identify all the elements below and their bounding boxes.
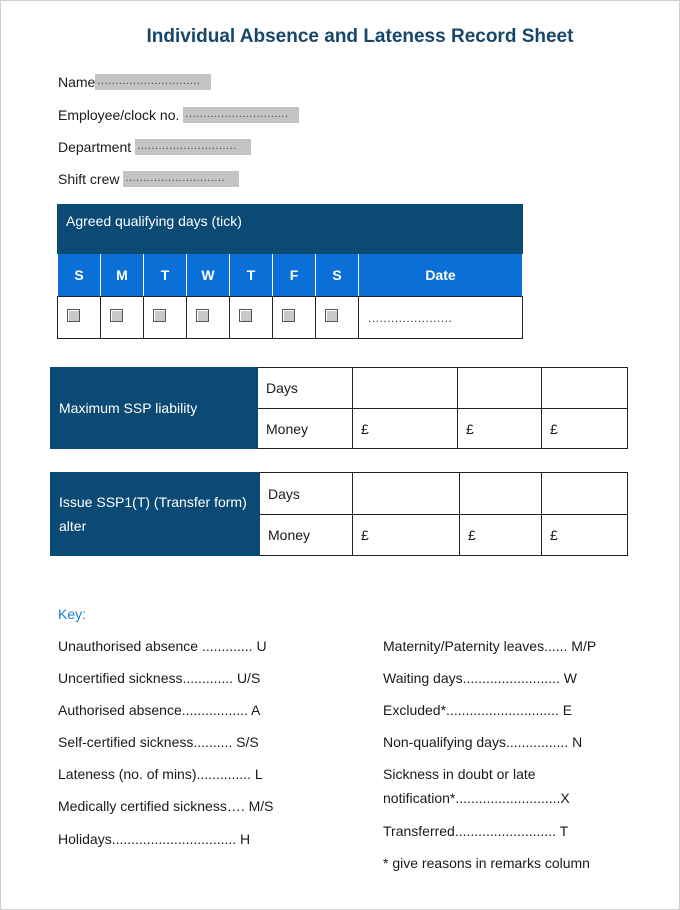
key-right-1: Waiting days......................... W bbox=[383, 670, 577, 686]
thursday-cell bbox=[230, 297, 273, 339]
day-saturday: S bbox=[316, 254, 359, 297]
max-ssp-days-label: Days bbox=[258, 368, 353, 409]
tuesday-cell bbox=[144, 297, 187, 339]
name-input[interactable]: ............................. bbox=[95, 74, 211, 90]
key-right-2: Excluded*............................. E bbox=[383, 702, 573, 718]
shift-input[interactable]: ............................ bbox=[123, 171, 239, 187]
key-left-5: Medically certified sickness…. M/S bbox=[58, 798, 274, 814]
max-ssp-days-1[interactable] bbox=[353, 368, 458, 409]
max-ssp-days-3[interactable] bbox=[542, 368, 628, 409]
issue-ssp-money-1[interactable]: £ bbox=[353, 515, 460, 556]
issue-ssp-days-1[interactable] bbox=[353, 473, 460, 515]
employee-input[interactable]: ............................. bbox=[183, 107, 299, 123]
saturday-checkbox[interactable] bbox=[325, 309, 338, 322]
monday-checkbox[interactable] bbox=[110, 309, 123, 322]
key-left-0: Unauthorised absence ............. U bbox=[58, 638, 267, 654]
issue-ssp-days-2[interactable] bbox=[460, 473, 542, 515]
issue-ssp-table bbox=[50, 472, 628, 556]
key-left-4: Lateness (no. of mins).............. L bbox=[58, 766, 263, 782]
key-right-4: Sickness in doubt or late bbox=[383, 766, 536, 782]
shift-label: Shift crew bbox=[58, 171, 120, 187]
max-ssp-money-2[interactable]: £ bbox=[458, 409, 542, 449]
qualifying-days-table bbox=[57, 204, 523, 339]
saturday-cell bbox=[316, 297, 359, 339]
name-label: Name bbox=[58, 74, 96, 90]
friday-checkbox[interactable] bbox=[282, 309, 295, 322]
max-ssp-table bbox=[50, 367, 628, 449]
qualifying-header: Agreed qualifying days (tick) bbox=[58, 205, 523, 254]
day-thursday: T bbox=[230, 254, 273, 297]
department-input[interactable]: ............................ bbox=[135, 139, 251, 155]
day-tuesday: T bbox=[144, 254, 187, 297]
date-header: Date bbox=[359, 254, 523, 297]
issue-ssp-money-2[interactable]: £ bbox=[460, 515, 542, 556]
thursday-checkbox[interactable] bbox=[239, 309, 252, 322]
employee-field-row bbox=[58, 107, 299, 123]
name-field-row bbox=[58, 74, 211, 90]
max-ssp-label: Maximum SSP liability bbox=[51, 368, 258, 449]
issue-ssp-days-label: Days bbox=[260, 473, 353, 515]
issue-ssp-money-3[interactable]: £ bbox=[542, 515, 628, 556]
date-fill: ...................... bbox=[368, 310, 453, 325]
employee-label: Employee/clock no. bbox=[58, 107, 180, 123]
key-left-3: Self-certified sickness.......... S/S bbox=[58, 734, 259, 750]
key-right-0: Maternity/Paternity leaves...... M/P bbox=[383, 638, 597, 654]
day-monday: M bbox=[101, 254, 144, 297]
key-title: Key: bbox=[58, 606, 87, 622]
day-sunday: S bbox=[58, 254, 101, 297]
key-left-1: Uncertified sickness............. U/S bbox=[58, 670, 261, 686]
key-right-6: Transferred.......................... T bbox=[383, 823, 569, 839]
issue-ssp-days-3[interactable] bbox=[542, 473, 628, 515]
monday-cell bbox=[101, 297, 144, 339]
department-label: Department bbox=[58, 139, 132, 155]
day-wednesday: W bbox=[187, 254, 230, 297]
issue-ssp-money-label: Money bbox=[260, 515, 353, 556]
key-right-5: notification*...........................X bbox=[383, 790, 570, 806]
key-left-6: Holidays................................ H bbox=[58, 831, 251, 847]
sunday-checkbox[interactable] bbox=[67, 309, 80, 322]
key-right-3: Non-qualifying days................ N bbox=[383, 734, 583, 750]
day-friday: F bbox=[273, 254, 316, 297]
friday-cell bbox=[273, 297, 316, 339]
max-ssp-money-3[interactable]: £ bbox=[542, 409, 628, 449]
wednesday-checkbox[interactable] bbox=[196, 309, 209, 322]
tuesday-checkbox[interactable] bbox=[153, 309, 166, 322]
date-cell[interactable] bbox=[359, 297, 523, 339]
department-field-row bbox=[58, 139, 251, 155]
max-ssp-money-1[interactable]: £ bbox=[353, 409, 458, 449]
key-right-7: * give reasons in remarks column bbox=[383, 855, 590, 871]
wednesday-cell bbox=[187, 297, 230, 339]
shift-field-row bbox=[58, 171, 239, 187]
issue-ssp-label: Issue SSP1(T) (Transfer form) alter bbox=[51, 473, 260, 556]
sunday-cell bbox=[58, 297, 101, 339]
max-ssp-days-2[interactable] bbox=[458, 368, 542, 409]
key-left-2: Authorised absence................. A bbox=[58, 702, 261, 718]
max-ssp-money-label: Money bbox=[258, 409, 353, 449]
page-title: Individual Absence and Lateness Record Sheet bbox=[146, 26, 574, 47]
